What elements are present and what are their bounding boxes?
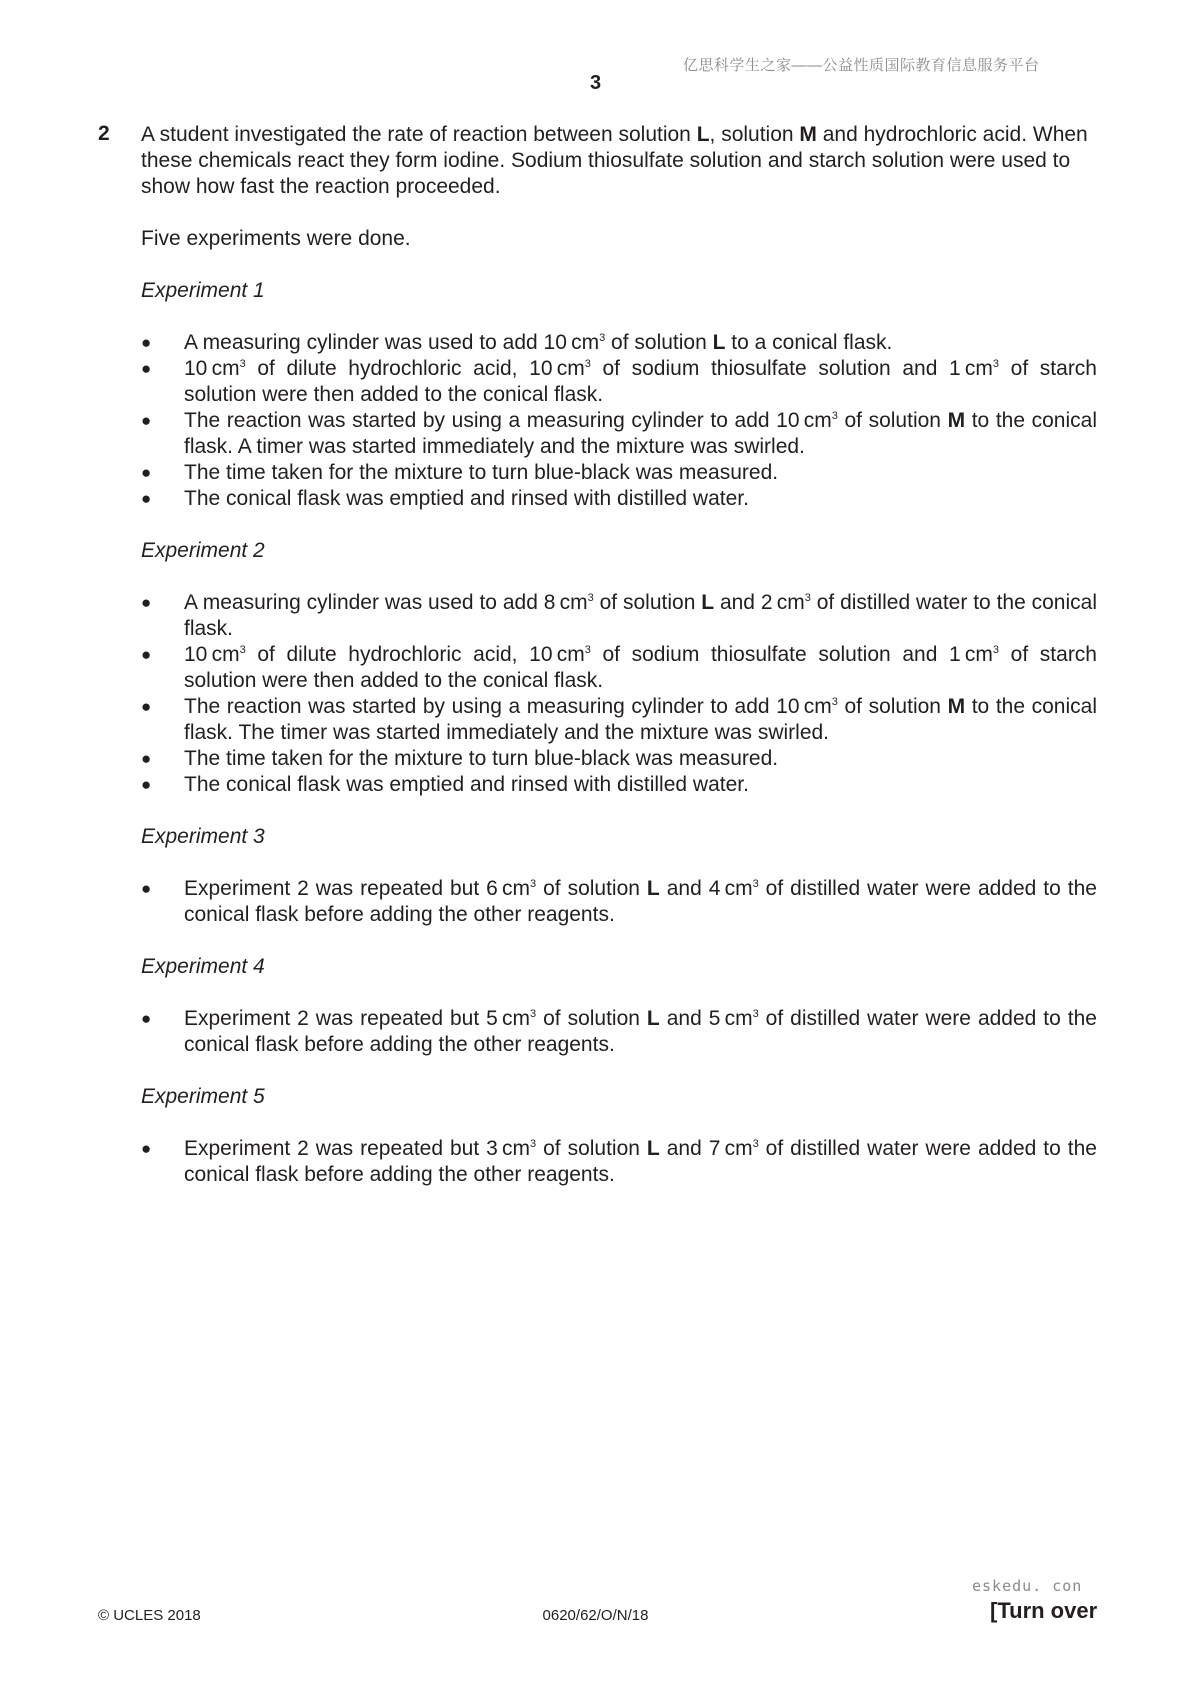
list-item: ● The time taken for the mixture to turn blue-black was measured. — [141, 747, 779, 770]
experiment-2-steps — [141, 590, 1097, 798]
turn-over-label: [Turn over — [990, 1598, 1098, 1623]
page-number: 3 — [589, 72, 602, 94]
bullet-icon: ● — [141, 697, 152, 716]
list-item: ● The reaction was started by using a measuring cylinder to add 10 $cm^3$ of solution M to the conical flask. The timer was started immediately and the mixture was swirled. — [141, 695, 1097, 744]
watermark-bottom: eskedu. con — [972, 1577, 1083, 1595]
bullet-icon: ● — [141, 775, 152, 794]
bullet-icon: ● — [141, 879, 152, 898]
list-item: ● A measuring cylinder was used to add 8 $cm^3$ of solution L and 2 $cm^3$ of distilled water to the conical flask. — [141, 591, 1097, 640]
bullet-icon: ● — [141, 359, 152, 378]
experiment-1-steps — [141, 330, 1097, 512]
bullet-icon: ● — [141, 411, 152, 430]
question-body — [141, 122, 1097, 1188]
experiment-5-steps — [141, 1136, 1097, 1188]
bullet-icon: ● — [141, 1009, 152, 1028]
experiment-3-steps — [141, 876, 1097, 928]
list-item: ● 10 $cm^3$ of dilute hydrochloric acid, 10 $cm^3$ of sodium thiosulfate solution and 1 $cm^3$ of starch solution were then added to the conical flask. — [141, 357, 1097, 406]
bullet-icon: ● — [141, 645, 152, 664]
experiment-3-title: Experiment 3 — [141, 825, 265, 848]
list-item: ● Experiment 2 was repeated but 5 $cm^3$ of solution L and 5 $cm^3$ of distilled water were added to the conical flask before adding the other reagents. — [141, 1007, 1097, 1056]
list-item: ● Experiment 2 was repeated but 6 $cm^3$ of solution L and 4 $cm^3$ of distilled water were added to the conical flask before adding the other reagents. — [141, 877, 1097, 926]
list-item: ● The conical flask was emptied and rinsed with distilled water. — [141, 773, 749, 796]
bullet-icon: ● — [141, 333, 152, 352]
list-item: ● 10 $cm^3$ of dilute hydrochloric acid, 10 $cm^3$ of sodium thiosulfate solution and 1 $cm^3$ of starch solution were then added to the conical flask. — [141, 643, 1097, 692]
bullet-icon: ● — [141, 489, 152, 508]
experiment-1-title: Experiment 1 — [141, 279, 265, 302]
experiment-5-title: Experiment 5 — [141, 1085, 265, 1108]
list-item: ● The reaction was started by using a measuring cylinder to add 10 $cm^3$ of solution M to the conical flask. A timer was started immediately and the mixture was swirled. — [141, 409, 1097, 458]
bullet-icon: ● — [141, 749, 152, 768]
bullet-icon: ● — [141, 593, 152, 612]
bullet-icon: ● — [141, 1139, 152, 1158]
copyright-text: © UCLES 2018 — [98, 1607, 201, 1624]
question-number: 2 — [98, 122, 110, 145]
experiment-4-title: Experiment 4 — [141, 955, 265, 978]
watermark-top: 亿思科学生之家——公益性质国际教育信息服务平台 — [683, 57, 1040, 74]
question-intro: A student investigated the rate of reaction between solution L, solution M and hydrochloric acid. When these chemicals react they form iodine. Sodium thiosulfate solution and starch solution were used to show how fast the reaction proceeded. — [141, 123, 1088, 198]
list-item: ● The time taken for the mixture to turn blue-black was measured. — [141, 461, 779, 484]
five-experiments-text: Five experiments were done. — [141, 227, 411, 250]
experiment-4-steps — [141, 1006, 1097, 1058]
bullet-icon: ● — [141, 463, 152, 482]
paper-code: 0620/62/O/N/18 — [542, 1607, 649, 1624]
list-item: ● The conical flask was emptied and rinsed with distilled water. — [141, 487, 749, 510]
experiment-2-title: Experiment 2 — [141, 539, 265, 562]
list-item: ● Experiment 2 was repeated but 3 $cm^3$ of solution L and 7 $cm^3$ of distilled water were added to the conical flask before adding the other reagents. — [141, 1137, 1097, 1186]
list-item: ● A measuring cylinder was used to add 10 $cm^3$ of solution L to a conical flask. — [141, 331, 893, 354]
